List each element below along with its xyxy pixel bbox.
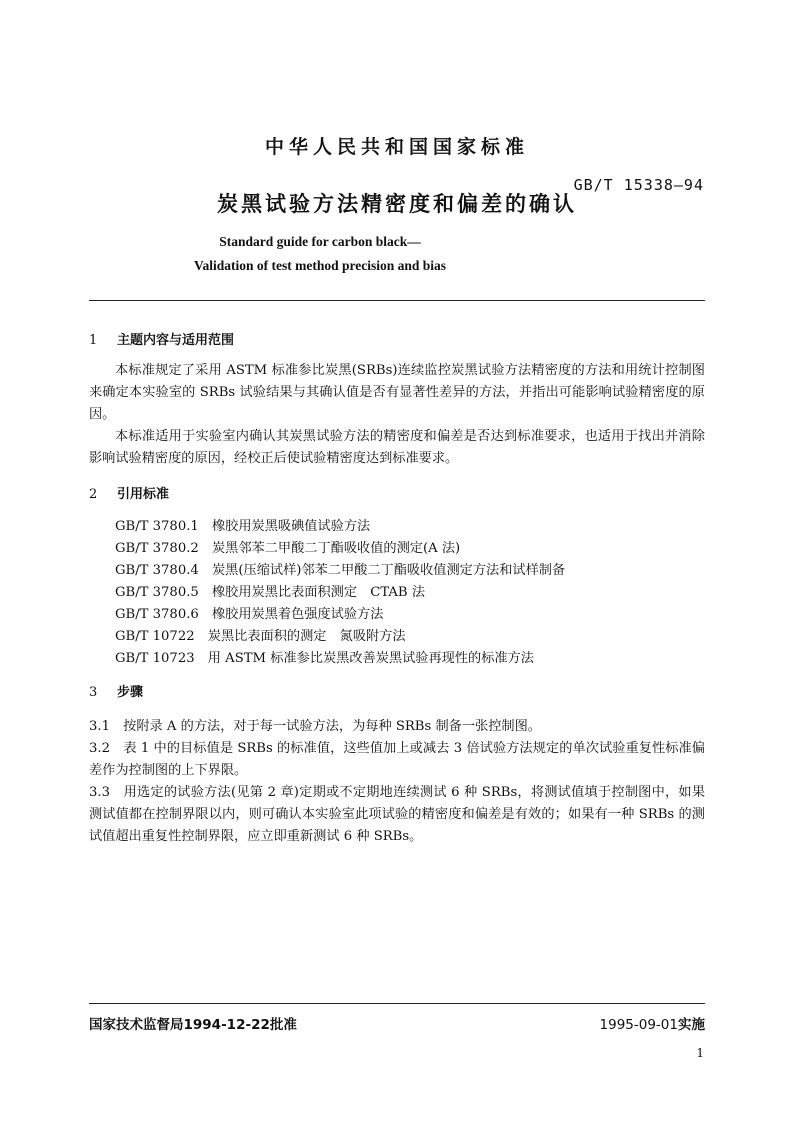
reference-name: 炭黑(压缩试样)邻苯二甲酸二丁酯吸收值测定方法和试样制备: [212, 563, 566, 578]
section2-title: 引用标准: [117, 487, 170, 502]
reference-item: [115, 516, 705, 538]
section1-number: 1: [89, 333, 98, 348]
footer: [89, 1013, 705, 1033]
section1-paragraph2: 本标准适用于实验室内确认其炭黑试验方法的精密度和偏差是否达到标准要求，也适用于找出并消除影响试验精密度的原因，经校正后使试验精密度达到标准要求。: [89, 429, 705, 466]
reference-name: 橡胶用炭黑吸碘值试验方法: [212, 519, 371, 534]
section1-heading: [89, 330, 705, 352]
standard-number: GB/T 15338—94: [573, 176, 704, 194]
steps-list: [89, 716, 705, 848]
title-chinese: 炭黑试验方法精密度和偏差的确认: [217, 192, 577, 216]
step-number: 3.3: [89, 785, 110, 800]
section1-paragraph1: 本标准规定了采用 ASTM 标准参比炭黑(SRBs)连续监控炭黑试验方法精密度的方法和用统计控制图来确定本实验室的 SRBs 试验结果与其确认值是否有显著性差异的方法，并指出可能影响试验精密度的原因。: [89, 363, 705, 422]
implementation-date-value: 1995-09-01: [599, 1017, 678, 1033]
step-number: 3.1: [89, 719, 110, 734]
step-text: 按附录 A 的方法，对于每一试验方法，为每种 SRBs 制备一张控制图。: [123, 719, 541, 734]
implementation-date: [600, 1013, 705, 1033]
title-english-line1: Standard guide for carbon black—: [219, 234, 421, 249]
reference-item: [115, 560, 705, 582]
reference-list: [115, 516, 705, 670]
reference-code: GB/T 3780.1: [115, 519, 199, 534]
section3-heading: [89, 682, 705, 704]
reference-name: 炭黑比表面积的测定 氮吸附方法: [207, 629, 406, 644]
reference-code: GB/T 3780.5: [115, 585, 199, 600]
reference-item: [115, 538, 705, 560]
page-number: 1: [696, 1046, 704, 1060]
reference-item: [115, 648, 705, 670]
reference-code: GB/T 10723: [115, 651, 195, 666]
section3-number: 3: [89, 685, 98, 700]
reference-code: GB/T 3780.4: [115, 563, 199, 578]
document-body: [89, 330, 705, 848]
title-english-line2: Validation of test method precision and bias: [193, 258, 447, 273]
approval-date: 国家技术监督局1994-12-22批准: [89, 1017, 297, 1033]
reference-name: 橡胶用炭黑比表面积测定 CTAB 法: [212, 585, 426, 600]
reference-name: 炭黑邻苯二甲酸二丁酯吸收值的测定(A 法): [212, 541, 461, 556]
reference-code: GB/T 3780.6: [115, 607, 199, 622]
section1-title: 主题内容与适用范围: [117, 333, 235, 348]
section2-heading: [89, 484, 705, 506]
reference-item: [115, 626, 705, 648]
step-number: 3.2: [89, 741, 110, 756]
reference-code: GB/T 10722: [115, 629, 195, 644]
header-divider: [89, 300, 705, 301]
reference-name: 橡胶用炭黑着色强度试验方法: [212, 607, 384, 622]
reference-item: [115, 582, 705, 604]
reference-item: [115, 604, 705, 626]
step-item: [89, 716, 705, 738]
national-standard-heading: 中华人民共和国国家标准: [264, 136, 529, 158]
reference-name: 用 ASTM 标准参比炭黑改善炭黑试验再现性的标准方法: [207, 651, 534, 666]
title-english: [0, 230, 640, 278]
step-text: 表 1 中的目标值是 SRBs 的标准值，这些值加上或减去 3 倍试验方法规定的单次试验重复性标准偏差作为控制图的上下界限。: [89, 741, 705, 778]
step-item: [89, 782, 705, 848]
section3-title: 步骤: [117, 685, 144, 700]
step-item: [89, 738, 705, 782]
step-text: 用选定的试验方法(见第 2 章)定期或不定期地连续测试 6 种 SRBs，将测试值填于控制图中，如果测试值都在控制界限以内，则可确认本实验室此项试验的精密度和偏差是有效的；如果有一种 SRBs 的测试值超出重复性控制界限，应立即重新测试 6 种 SRBs。: [89, 785, 706, 844]
section2-number: 2: [89, 487, 98, 502]
footer-divider: [89, 1003, 705, 1004]
implementation-label: 实施: [678, 1017, 705, 1033]
reference-code: GB/T 3780.2: [115, 541, 199, 556]
